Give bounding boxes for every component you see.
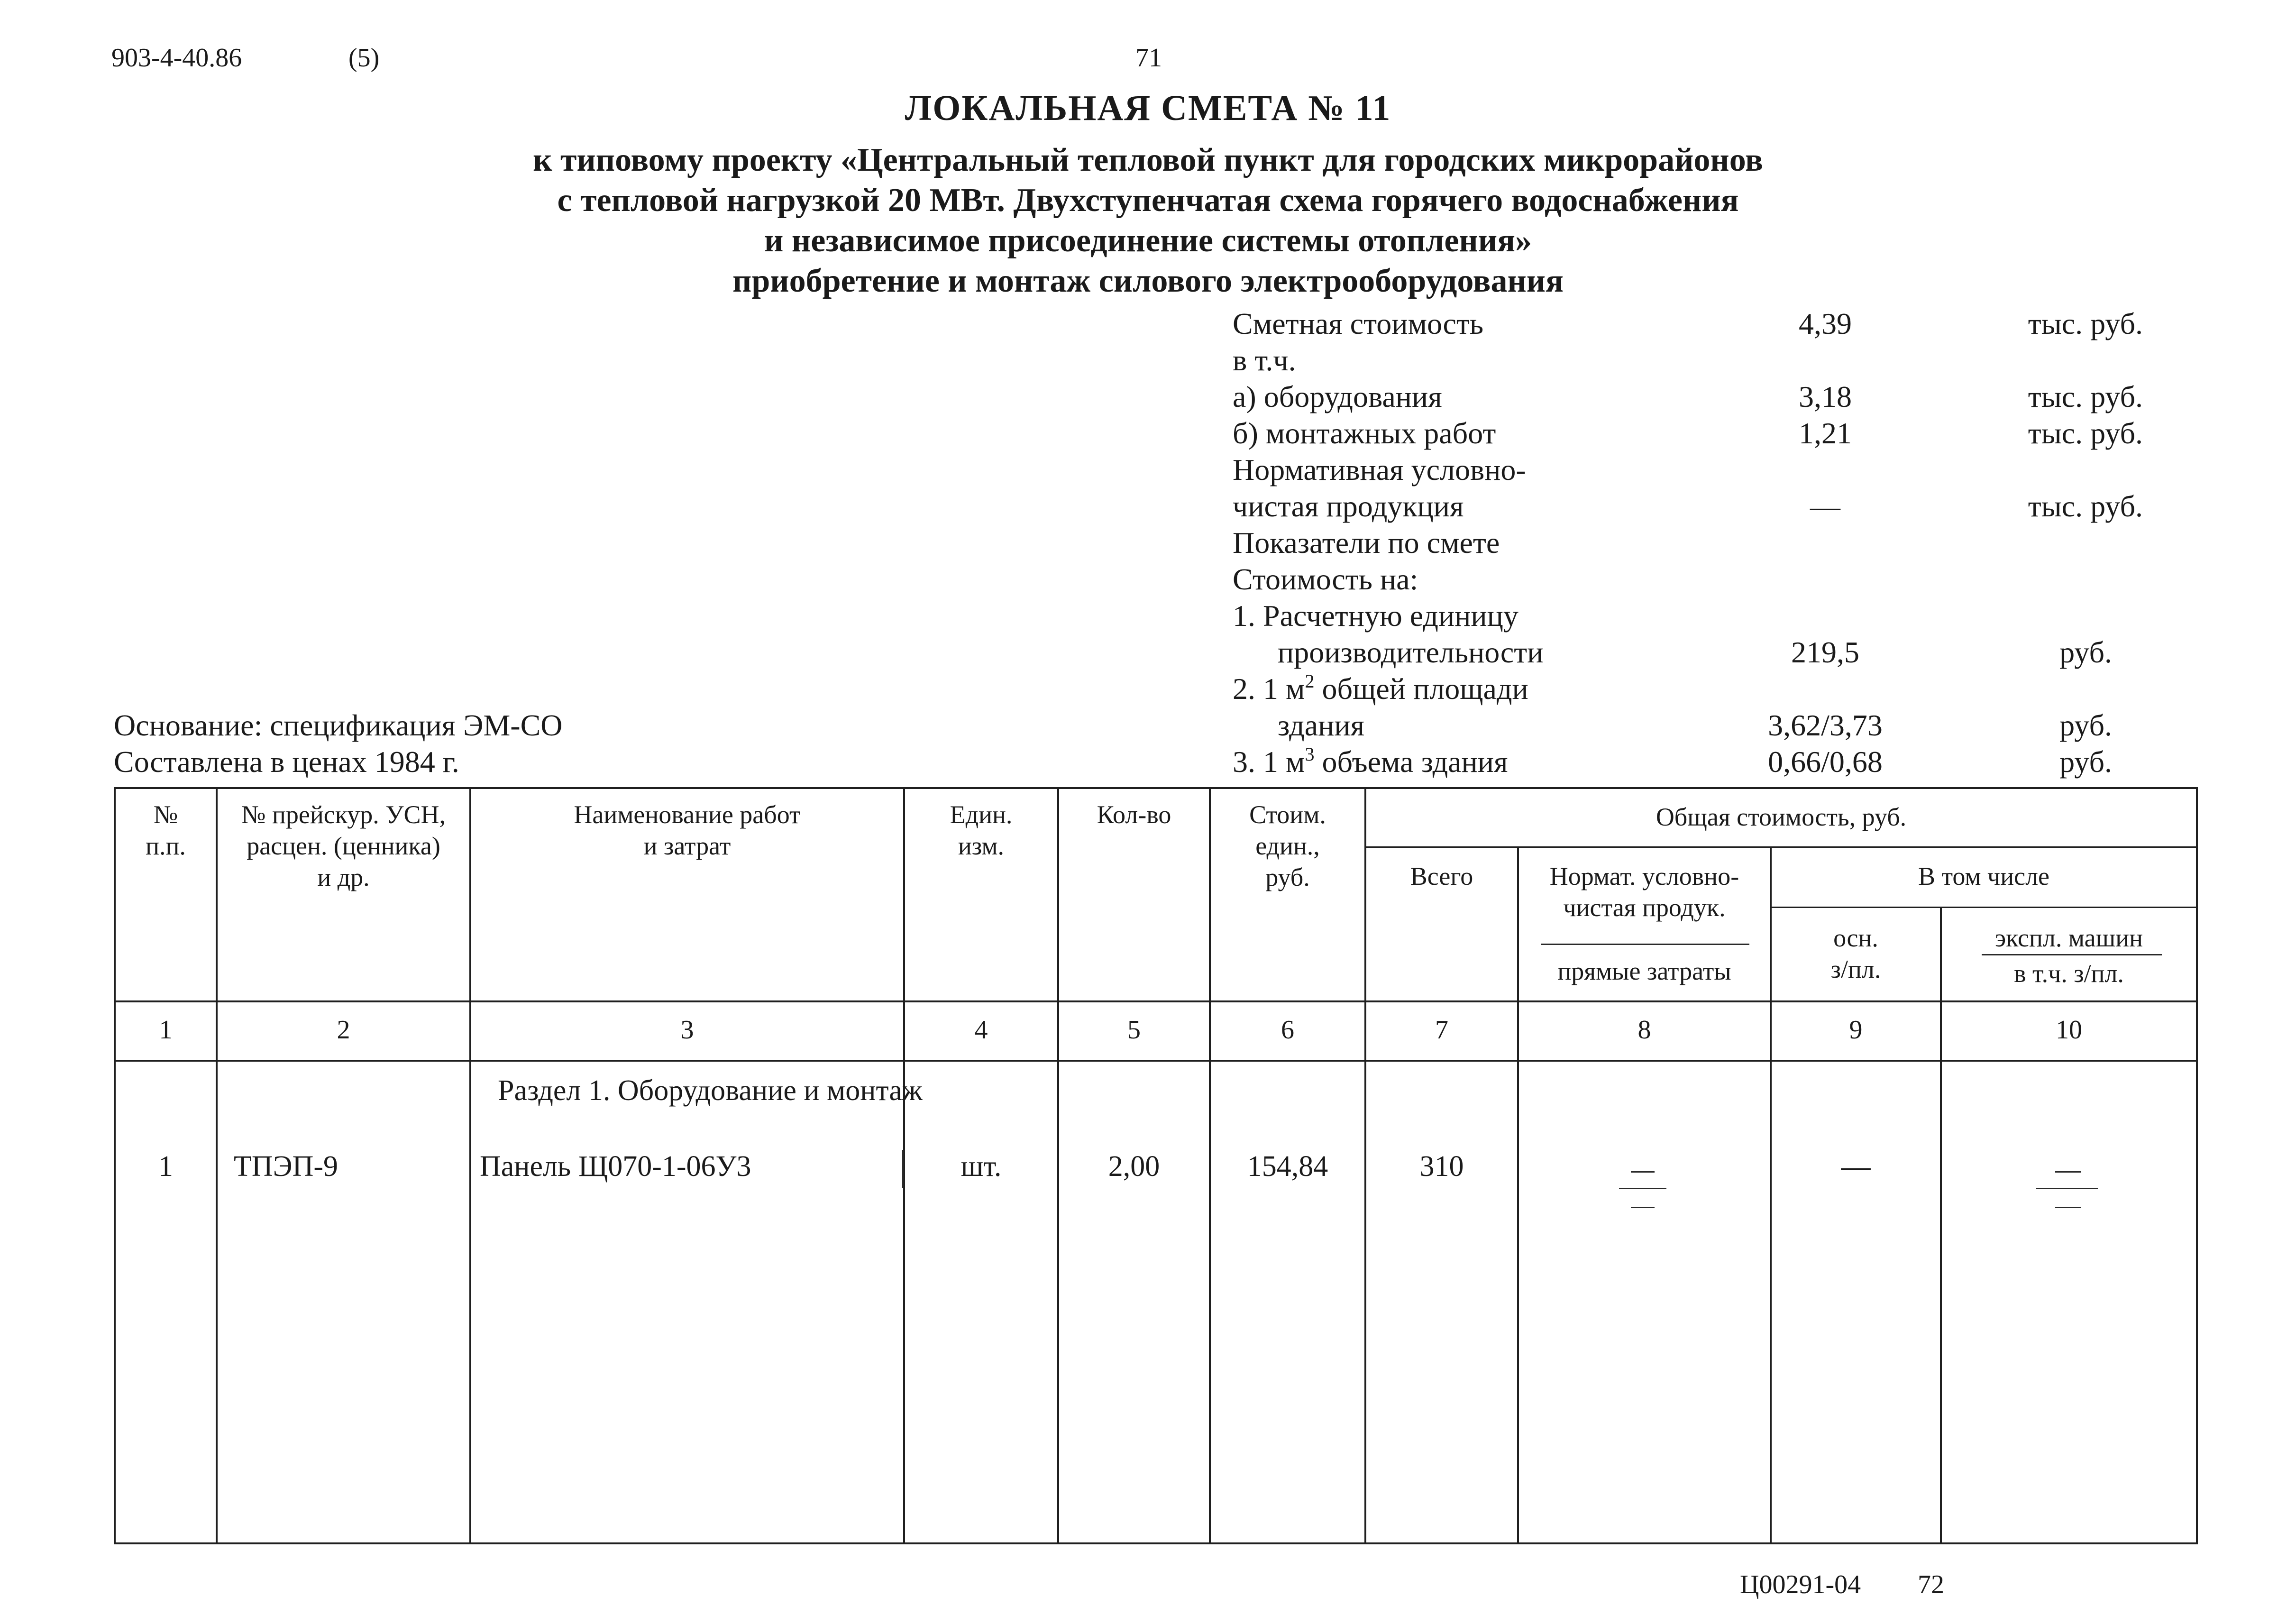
equipment-value: 3,18 bbox=[1799, 380, 1852, 413]
header-quantity: Кол-во bbox=[1097, 800, 1171, 829]
row-quantity: 2,00 bbox=[1108, 1150, 1160, 1183]
row-unit-cost: 154,84 bbox=[1247, 1150, 1328, 1183]
cost-for-label: Стоимость на: bbox=[1233, 562, 1418, 596]
header-bottom-border bbox=[114, 1000, 2197, 1002]
column-number: 9 bbox=[1849, 1015, 1863, 1045]
header-base-salary: осн. з/пл. bbox=[1830, 924, 1881, 983]
header-total: Всего bbox=[1410, 862, 1473, 890]
indicator-1-line-2: производительности bbox=[1278, 635, 1544, 669]
estimate-title: ЛОКАЛЬНАЯ СМЕТА № 11 bbox=[905, 88, 1391, 128]
column-divider bbox=[1517, 846, 1519, 1544]
row-base-salary: — bbox=[1841, 1150, 1871, 1183]
indicators-label: Показатели по смете bbox=[1233, 526, 1500, 560]
table-right-border bbox=[2196, 787, 2198, 1544]
table-bottom-border bbox=[114, 1542, 2197, 1544]
normative-label-line-2: чистая продукция bbox=[1233, 489, 1464, 523]
equipment-unit: тыс. руб. bbox=[2028, 380, 2143, 413]
row-unit: шт. bbox=[960, 1150, 1002, 1183]
header-work-name: Наименование работ и затрат bbox=[574, 800, 801, 860]
fraction-rule bbox=[1619, 1188, 1666, 1189]
header-direct-costs: прямые затраты bbox=[1557, 957, 1731, 985]
basis-price-year: Составлена в ценах 1984 г. bbox=[114, 745, 459, 779]
estimated-cost-label: Сметная стоимость bbox=[1233, 307, 1484, 340]
name-unit-separator bbox=[902, 1150, 904, 1188]
header-price-reference: № прейскур. УСН, расцен. (ценника) и др. bbox=[241, 800, 446, 891]
header-fraction-rule bbox=[1982, 954, 2162, 955]
column-number: 7 bbox=[1435, 1015, 1448, 1045]
album-number: (5) bbox=[348, 43, 380, 73]
indicator-2-unit: руб. bbox=[2059, 708, 2112, 742]
indicator-3-unit: руб. bbox=[2059, 745, 2112, 779]
project-title-line-4: приобретение и монтаж силового электрооборудования bbox=[732, 263, 1564, 299]
header-total-cost-group: Общая стоимость, руб. bbox=[1656, 803, 1907, 831]
document-code: 903-4-40.86 bbox=[111, 43, 242, 73]
indicator-1-unit: руб. bbox=[2059, 635, 2112, 669]
total-group-divider bbox=[1365, 846, 2197, 848]
including-group-divider bbox=[1771, 907, 2197, 908]
row-work-name: Панель Щ070-1-06У3 bbox=[480, 1150, 751, 1183]
header-machine-salary: в т.ч. з/пл. bbox=[2014, 959, 2124, 988]
section-title: Раздел 1. Оборудование и монтаж bbox=[498, 1074, 923, 1107]
footer-code: Ц00291-04 bbox=[1740, 1570, 1861, 1599]
column-number: 10 bbox=[2056, 1015, 2082, 1045]
header-unit: Един. изм. bbox=[950, 800, 1013, 860]
header-including-group: В том числе bbox=[1918, 862, 2049, 890]
column-number: 6 bbox=[1281, 1015, 1294, 1045]
column-number: 1 bbox=[159, 1015, 173, 1045]
indicator-2-line-2: здания bbox=[1278, 708, 1365, 742]
column-divider bbox=[1940, 907, 1942, 1544]
indicator-2-line-1: 2. 1 $м^2$ общей площади bbox=[1233, 670, 1528, 706]
installation-label: б) монтажных работ bbox=[1233, 416, 1496, 450]
column-divider bbox=[469, 787, 471, 1544]
empty-dash bbox=[1631, 1207, 1655, 1208]
empty-dash bbox=[2055, 1207, 2081, 1208]
header-row-number: № п.п. bbox=[146, 800, 186, 860]
indicator-2-value: 3,62/3,73 bbox=[1768, 708, 1883, 742]
normative-value: — bbox=[1810, 489, 1840, 523]
project-title-line-1: к типовому проекту «Центральный тепловой пункт для городских микрорайонов bbox=[533, 142, 1763, 178]
row-number: 1 bbox=[158, 1150, 173, 1183]
equipment-label: а) оборудования bbox=[1233, 380, 1442, 413]
empty-dash bbox=[1631, 1171, 1655, 1173]
header-machine-operation: экспл. машин bbox=[1994, 924, 2143, 952]
column-number: 4 bbox=[974, 1015, 988, 1045]
normative-unit: тыс. руб. bbox=[2028, 489, 2143, 523]
empty-dash bbox=[2055, 1171, 2081, 1173]
estimated-cost-value: 4,39 bbox=[1799, 307, 1852, 340]
row-total: 310 bbox=[1419, 1150, 1464, 1183]
column-numbers-bottom-border bbox=[114, 1060, 2197, 1062]
header-normative-product: Нормат. условно- чистая продук. bbox=[1549, 862, 1739, 922]
column-number: 3 bbox=[680, 1015, 694, 1045]
column-number: 5 bbox=[1127, 1015, 1141, 1045]
normative-label-line-1: Нормативная условно- bbox=[1233, 453, 1526, 486]
header-unit-cost: Стоим. един., руб. bbox=[1249, 800, 1326, 891]
table-top-border bbox=[114, 787, 2197, 789]
estimated-cost-unit: тыс. руб. bbox=[2028, 307, 2143, 340]
project-title-line-2: с тепловой нагрузкой 20 МВт. Двухступенчатая схема горячего водоснабжения bbox=[557, 182, 1739, 219]
indicator-3-line: 3. 1 $м^3$ объема здания bbox=[1233, 743, 1508, 779]
indicator-3-value: 0,66/0,68 bbox=[1768, 745, 1883, 779]
row-price-reference: ТПЭП-9 bbox=[234, 1150, 338, 1183]
header-fraction-rule bbox=[1541, 944, 1749, 945]
column-number: 8 bbox=[1637, 1015, 1651, 1045]
footer-page: 72 bbox=[1918, 1570, 1944, 1599]
basis-specification: Основание: спецификация ЭМ-СО bbox=[114, 708, 563, 742]
installation-value: 1,21 bbox=[1799, 416, 1852, 450]
including-label: в т.ч. bbox=[1233, 343, 1296, 377]
project-title-line-3: и независимое присоединение системы отопления» bbox=[764, 222, 1532, 259]
installation-unit: тыс. руб. bbox=[2028, 416, 2143, 450]
indicator-1-value: 219,5 bbox=[1791, 635, 1859, 669]
indicator-1-line-1: 1. Расчетную единицу bbox=[1233, 599, 1518, 633]
page-number: 71 bbox=[1135, 43, 1162, 73]
fraction-rule bbox=[2036, 1188, 2098, 1189]
column-divider bbox=[216, 787, 218, 1544]
column-number: 2 bbox=[337, 1015, 350, 1045]
